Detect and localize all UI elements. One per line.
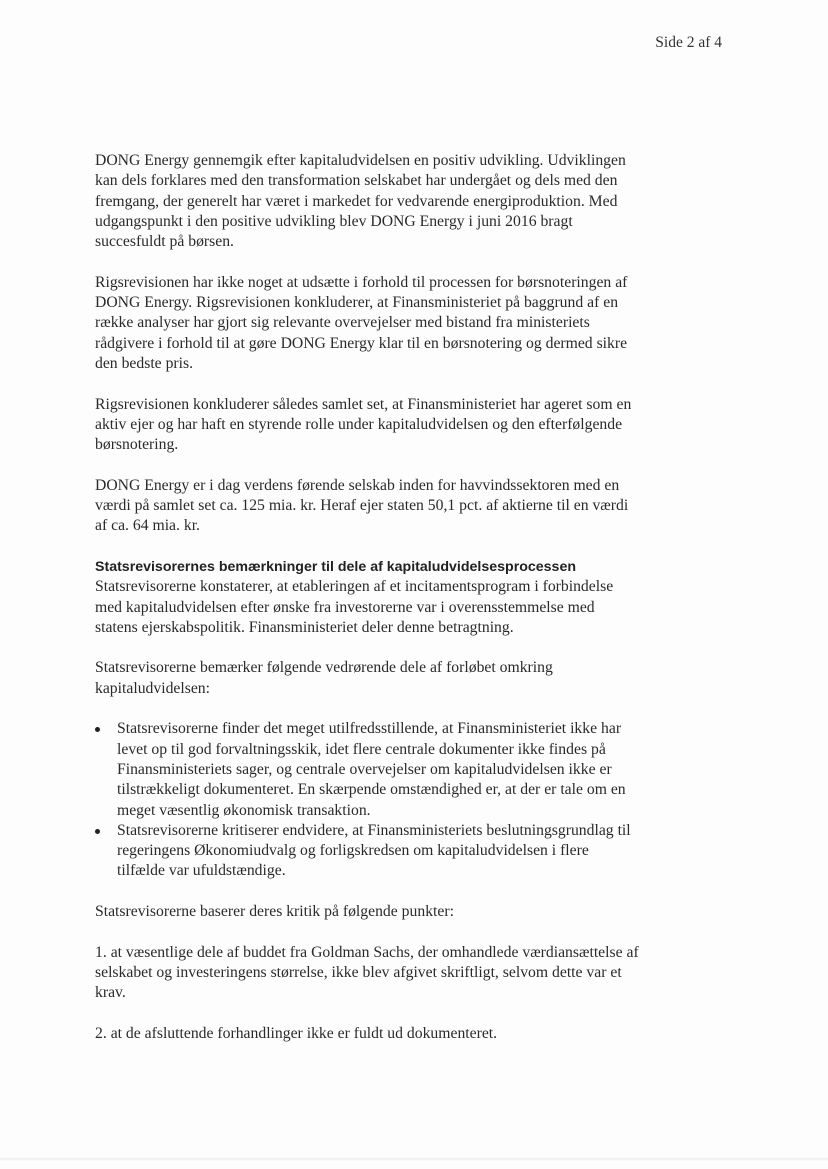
bullet-icon (95, 829, 100, 834)
document-body (95, 151, 640, 1064)
paragraph-ipo-process: Rigsrevisionen har ikke noget at udsætte i forhold til processen for børsnoteringen af DONG Energy. Rigsrevisionen konkluderer, at Finansministeriet på baggrund af en række analyser har gjort sig relevante overvejelser med bistand fra ministeriets rådgivere i forhold til at gøre DONG Energy klar til en børsnotering og dermed sikre den bedste pris. (95, 273, 628, 372)
list-item-text: Statsrevisorerne finder det meget utilfredsstillende, at Finansministeriet ikke har levet op til god forvaltningsskik, idet flere centrale dokumenter ikke findes på Finansministeriets sager, og centrale overvejelser om kapitaludvidelsen ikke er tilstrækkeligt dokumenteret. En skærpende omstændighed er, at der er tale om en meget væsentlig økonomisk transaktion. (117, 720, 626, 819)
paragraph-remarks-intro: Statsrevisorerne bemærker følgende vedrørende dele af forløbet omkring kapitaludvidelsen: (95, 659, 553, 697)
paragraph-point-1: 1. at væsentlige dele af buddet fra Goldman Sachs, der omhandlede værdiansættelse af selskabet og investeringens størrelse, ikke blev afgivet skriftligt, selvom dette var et krav. (95, 943, 639, 1002)
section-heading: Statsrevisorernes bemærkninger til dele af kapitaludvidelsesprocessen (95, 558, 576, 575)
criticism-list (95, 719, 640, 881)
paragraph-incentive-program: Statsrevisorerne konstaterer, at etableringen af et incitamentsprogram i forbindelse med kapitaludvidelsen efter ønske fra investorerne var i overensstemmelse med statens ejerskabspolitik. Finansministeriet deler denne betragtning. (95, 578, 614, 636)
paragraph-point-2: 2. at de afsluttende forhandlinger ikke er fuldt ud dokumenteret. (95, 1024, 498, 1042)
scan-edge-shadow (0, 1157, 828, 1161)
list-item-text: Statsrevisorerne kritiserer endvidere, at Finansministeriets beslutningsgrundlag til regeringens Økonomiudvalg og forligskredsen om kapitaludvidelsen i flere tilfælde var ufuldstændige. (117, 821, 631, 880)
paragraph-development: DONG Energy gennemgik efter kapitaludvidelsen en positiv udvikling. Udviklingen kan dels forklares med den transformation selskabet har undergået og dels med den fremgang, der generelt har været i markedet for vedvarende energiproduktion. Med udgangspunkt i den positive udvikling blev DONG Energy i juni 2016 bragt succesfuldt på børsen. (95, 152, 626, 251)
page-number: Side 2 af 4 (655, 34, 722, 51)
bullet-icon (95, 727, 100, 732)
paragraph-valuation: DONG Energy er i dag verdens førende selskab inden for havvindssektoren med en værdi på samlet set ca. 125 mia. kr. Heraf ejer staten 50,1 pct. af aktierne til en værdi af ca. 64 mia. kr. (95, 476, 629, 535)
list-item (95, 719, 640, 820)
paragraph-conclusion: Rigsrevisionen konkluderer således samlet set, at Finansministeriet har ageret som en aktiv ejer og har haft en styrende rolle under kapitaludvidelsen og den efterfølgende børsnotering. (95, 395, 632, 454)
list-item (95, 821, 640, 882)
paragraph-criticism-basis: Statsrevisorerne baserer deres kritik på følgende punkter: (95, 902, 454, 920)
